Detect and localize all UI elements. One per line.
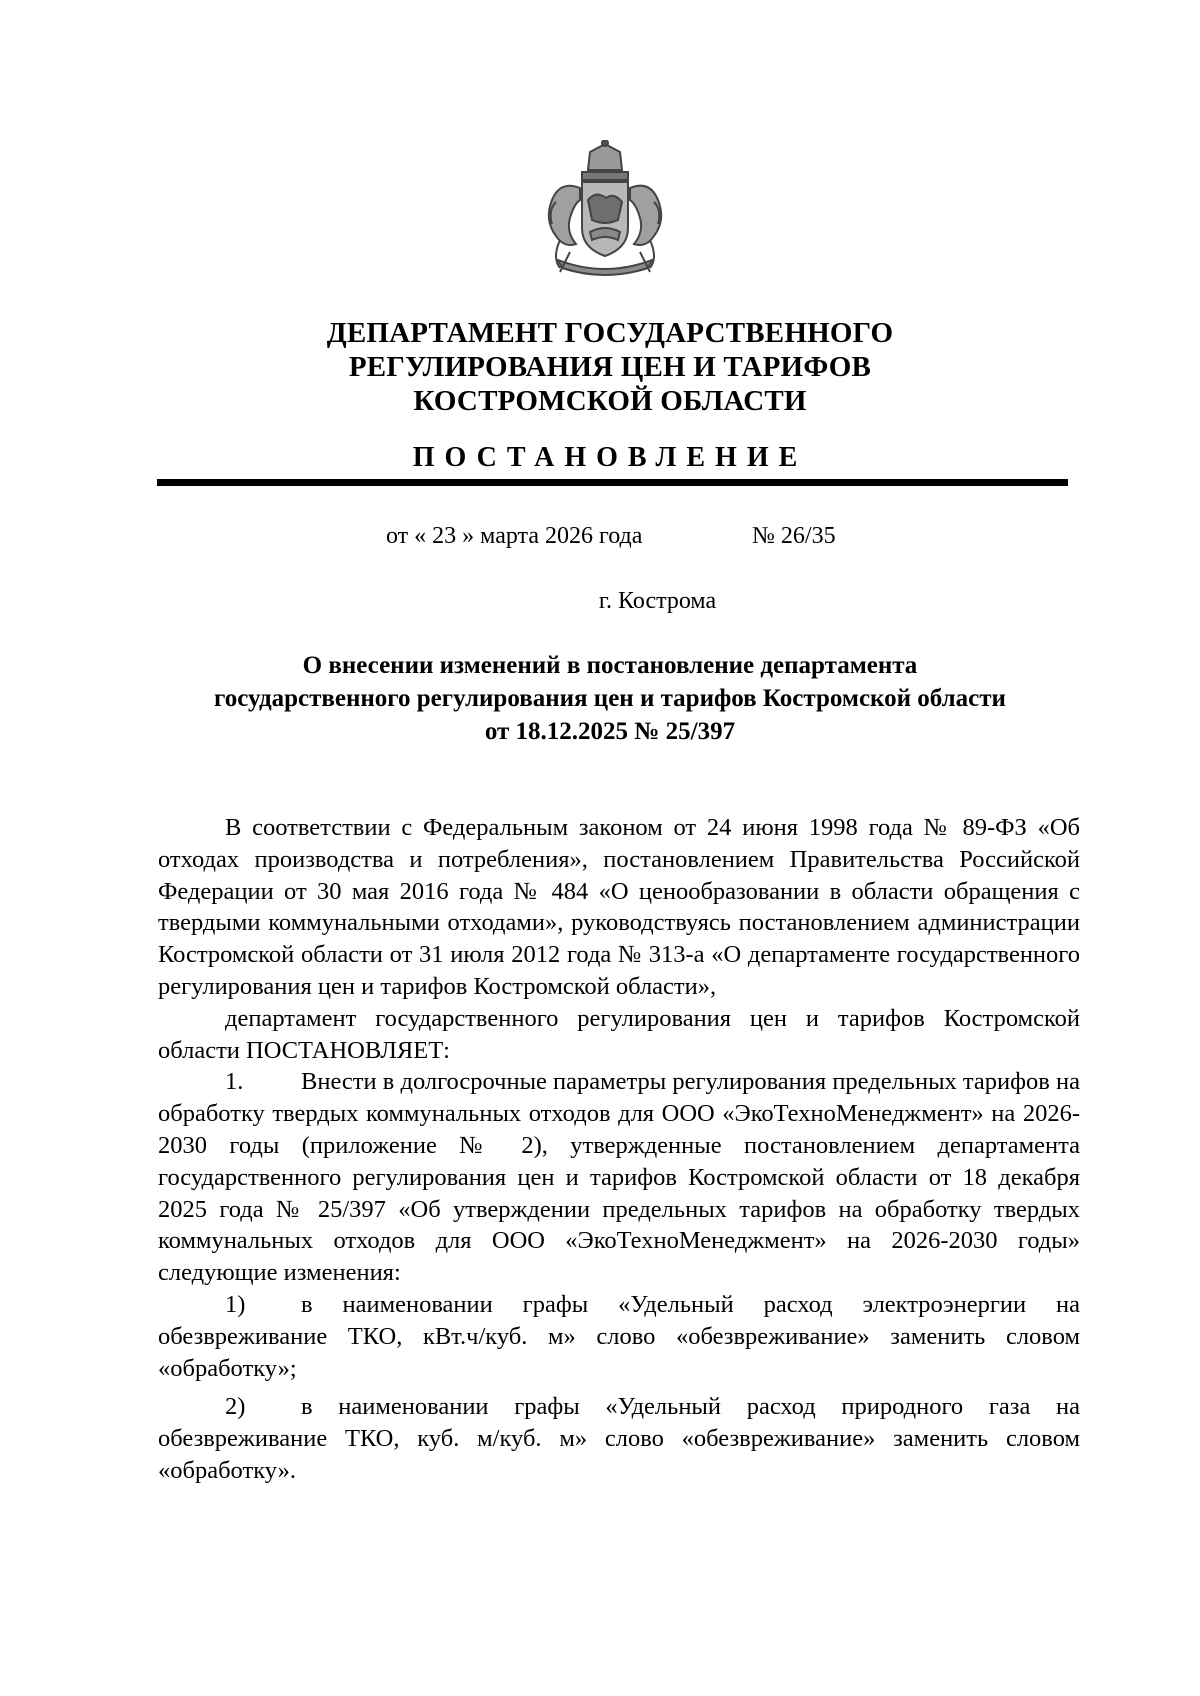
subitem-2-paragraph (158, 1391, 1080, 1486)
item-1-number: 1. (225, 1068, 244, 1096)
subject-line: от 18.12.2025 № 25/397 (484, 718, 736, 745)
subitem-1-paragraph (158, 1289, 1080, 1384)
document-subject (150, 649, 1070, 748)
department-line: РЕГУЛИРОВАНИЯ ЦЕН И ТАРИФОВ (348, 351, 872, 383)
department-line: КОСТРОМСКОЙ ОБЛАСТИ (413, 385, 807, 417)
preamble-paragraph: В соответствии с Федеральным законом от 24 июня 1998 года № 89-ФЗ «Об отходах производства и потребления», постановлением Правительства Российской Федерации от 30 мая 2016 года № 484 «О ценообразовании в области обращения с твердыми коммунальными отходами», руководствуясь постановлением администрации Костромской области от 31 июля 2012 года № 313-а «О департаменте государственного регулирования цен и тарифов Костромской области», (158, 814, 1080, 1000)
subitem-1-text: в наименовании графы «Удельный расход электроэнергии на обезвреживание ТКО, кВт.ч/куб. м» слово «обезвреживание» заменить словом «обработку»; (158, 1290, 1080, 1382)
subitem-2-text: в наименовании графы «Удельный расход природного газа на обезвреживание ТКО, куб. м/куб. м» слово «обезвреживание» заменить словом «обработку». (158, 1393, 1080, 1484)
header-divider (157, 479, 1068, 486)
document-city: г. Кострома (598, 588, 717, 614)
department-line: ДЕПАРТАМЕНТ ГОСУДАРСТВЕННОГО (326, 317, 894, 349)
document-number: № 26/35 (752, 523, 836, 549)
document-body (158, 812, 1080, 1487)
item-1-text: Внести в долгосрочные параметры регулирования предельных тарифов на обработку твердых коммунальных отходов для ООО «ЭкоТехноМенеджмент» на 2026-2030 годы (приложение № 2), утвержденные постановлением департамента государственного регулирования цен и тарифов Костромской области от 18 декабря 2025 года № 25/397 «Об утверждении предельных тарифов на обработку твердых коммунальных отходов для ООО «ЭкоТехноМенеджмент» на 2026-2030 годы» следующие изменения: (158, 1068, 1080, 1287)
item-1-paragraph (158, 1066, 1080, 1289)
subitem-1-number: 1) (225, 1290, 246, 1318)
subject-line: государственного регулирования цен и тарифов Костромской области (214, 685, 1006, 712)
document-type: ПОСТАНОВЛЕНИЕ (412, 442, 808, 473)
resolves-paragraph: департамент государственного регулирования цен и тарифов Костромской области ПОСТАНОВЛЯЕТ: (158, 1004, 1080, 1064)
document-date: от « 23 » марта 2026 года (386, 523, 643, 549)
department-title (150, 316, 1070, 418)
subject-line: О внесении изменений в постановление департамента (302, 652, 918, 679)
kostroma-coat-of-arms-icon (530, 140, 680, 280)
subitem-2-number: 2) (225, 1393, 246, 1421)
